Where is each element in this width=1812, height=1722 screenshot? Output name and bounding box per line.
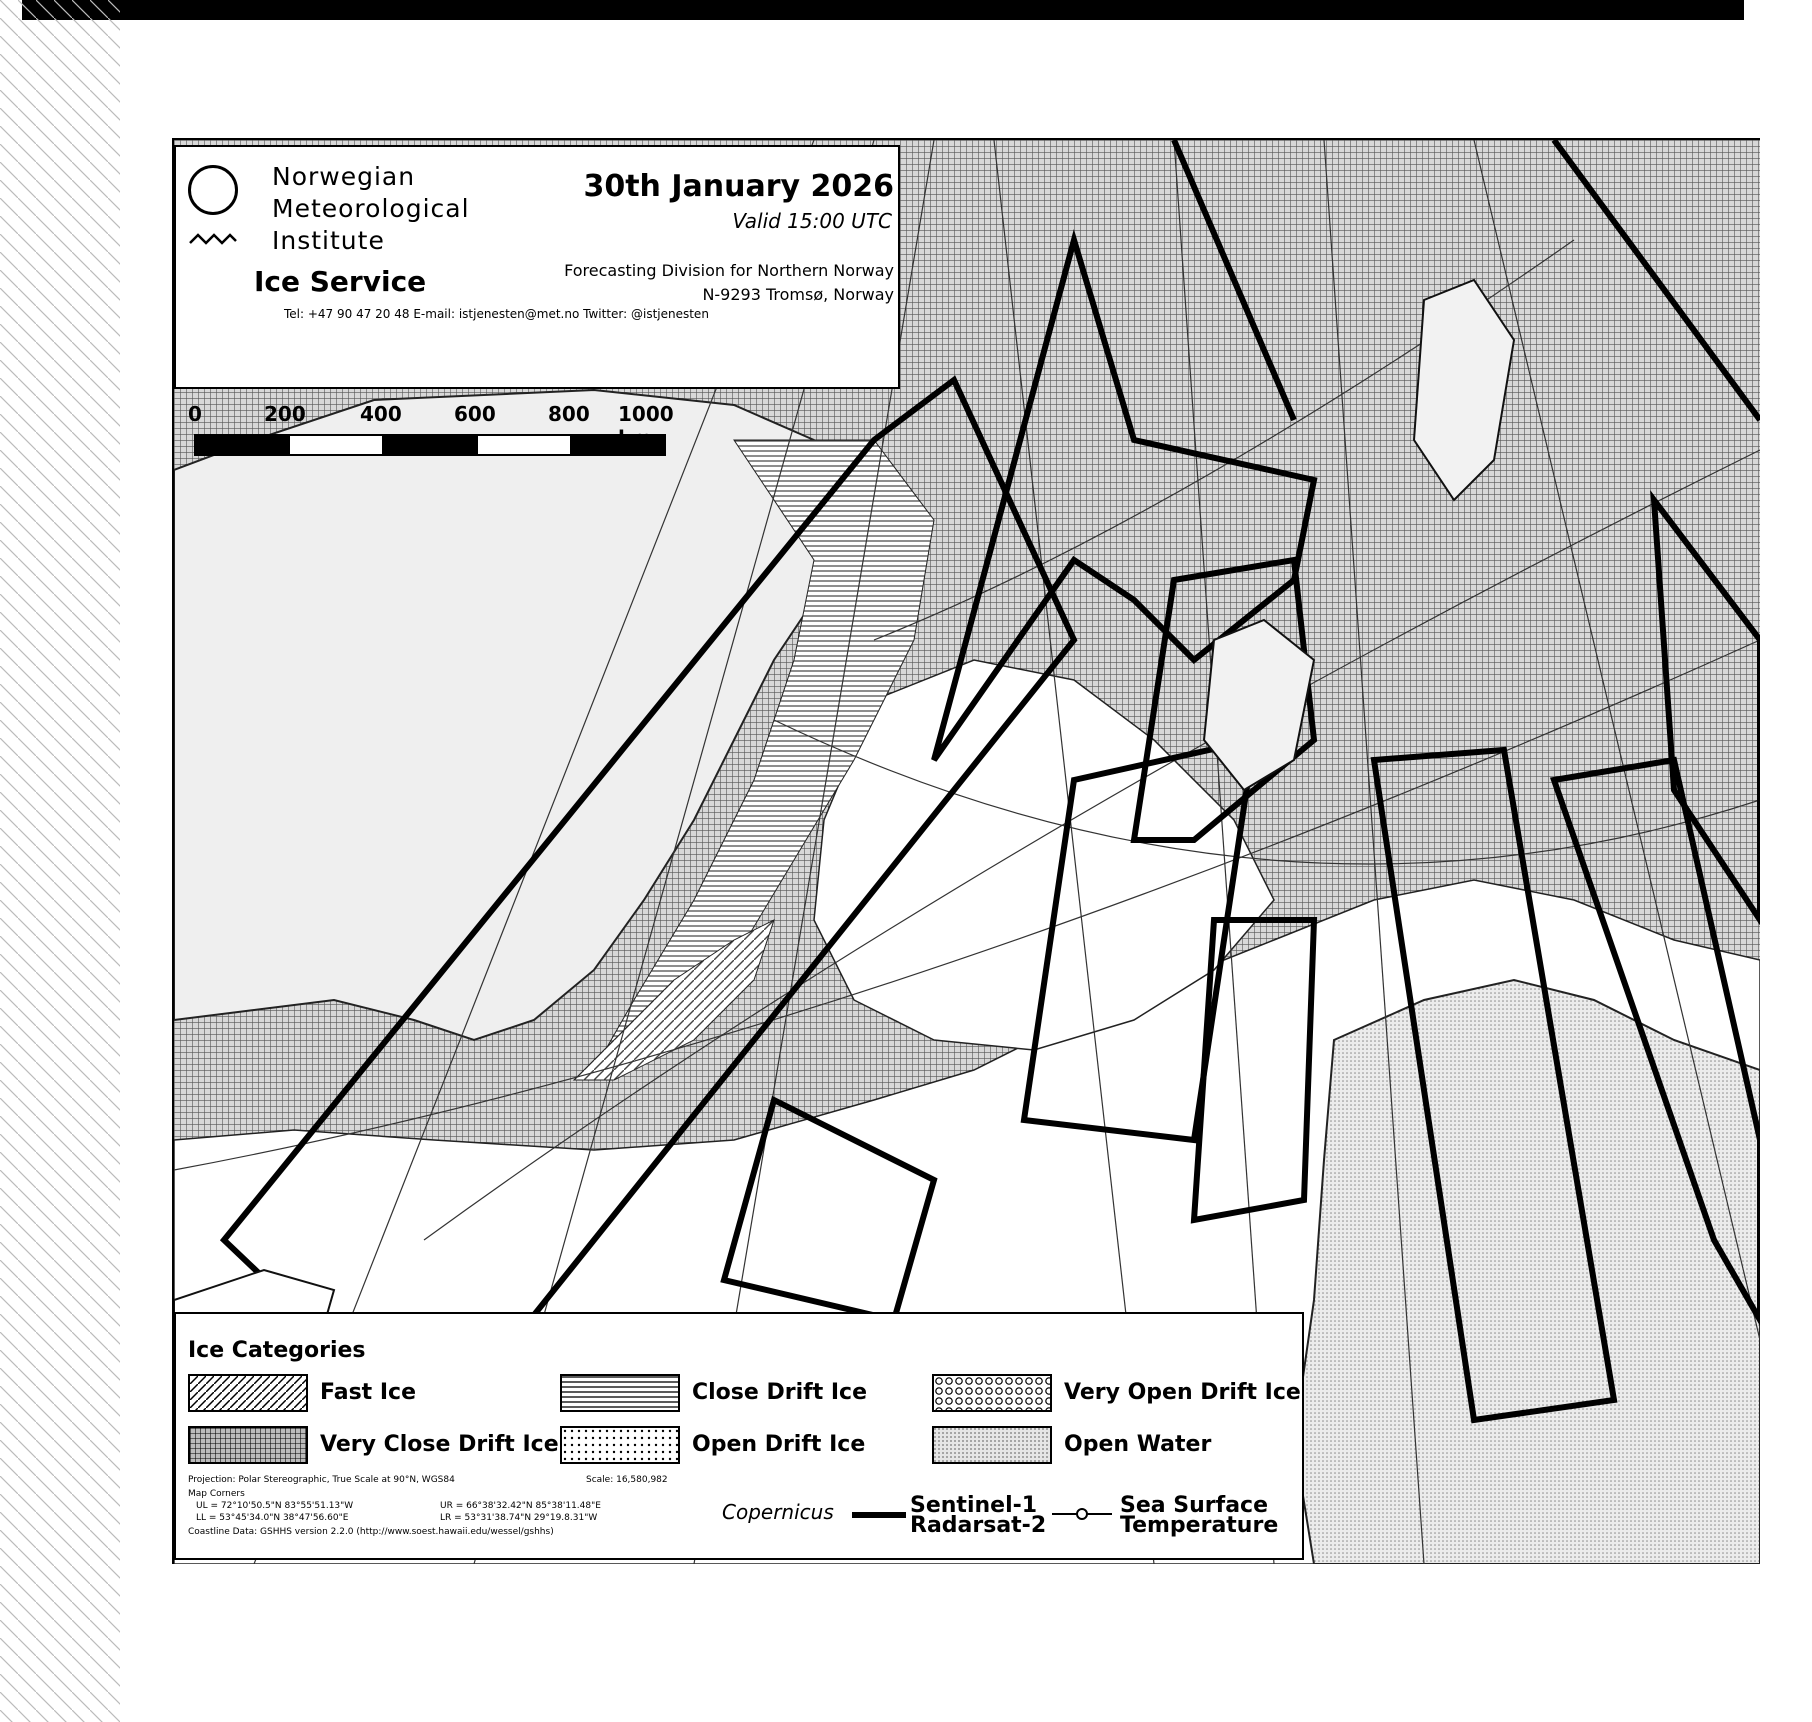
scale-label: 800 [548, 402, 590, 426]
scale-segment [570, 434, 666, 456]
legend-label: Very Open Drift Ice [1064, 1380, 1301, 1405]
top-black-bar [22, 0, 1744, 20]
sst-line-icon [1052, 1504, 1112, 1524]
division-address [564, 259, 894, 307]
corner-ul: UL = 72°10'50.5"N 83°55'51.13"W [196, 1501, 354, 1511]
copernicus-logo: Copernicus [722, 1500, 834, 1524]
sst-line-1: Sea Surface [1120, 1493, 1269, 1518]
fast-ice-swatch-icon [188, 1374, 308, 1412]
legend-label: Open Drift Ice [692, 1432, 866, 1457]
open-drift-ice-swatch-icon [560, 1426, 680, 1464]
swath-line-icon [852, 1510, 906, 1520]
scale-bar [184, 402, 674, 464]
scale-label: 0 [188, 402, 202, 426]
contact-info: Tel: +47 90 47 20 48 E-mail: istjenesten@met.no Twitter: @istjenesten [284, 307, 709, 321]
scale-label: 200 [264, 402, 306, 426]
scale-label: 400 [360, 402, 402, 426]
service-name: Ice Service [254, 265, 427, 298]
sensor-legend [910, 1493, 1047, 1538]
sensor-line-2: Radarsat-2 [910, 1513, 1047, 1538]
scale-label: 600 [454, 402, 496, 426]
corner-ll: LL = 53°45'34.0"N 38°47'56.60"E [196, 1513, 349, 1523]
coastline-note: Coastline Data: GSHHS version 2.2.0 (http://www.soest.hawaii.edu/wessel/gshhs) [188, 1527, 554, 1537]
corner-ur: UR = 66°38'32.42"N 85°38'11.48"E [440, 1501, 601, 1511]
corner-lr: LR = 53°31'38.74"N 29°19.8.31"W [440, 1513, 598, 1523]
met-institute-wave-icon [188, 231, 238, 247]
division-line-2: N-9293 Tromsø, Norway [702, 285, 894, 304]
edge-hatching [0, 0, 120, 1722]
legend-label: Fast Ice [320, 1380, 417, 1405]
legend-label: Close Drift Ice [692, 1380, 868, 1405]
scandinavia [1294, 980, 1760, 1564]
org-line-3: Institute [272, 226, 385, 255]
scale-segment [194, 434, 290, 456]
scale-labels [184, 402, 674, 432]
legend-label: Open Water [1064, 1432, 1212, 1457]
met-institute-circle-icon [188, 165, 238, 215]
scale-segment [288, 434, 384, 456]
scale-label: 1000 [618, 402, 674, 426]
scale-segment [476, 434, 572, 456]
division-line-1: Forecasting Division for Northern Norway [564, 261, 894, 280]
scale-segment [382, 434, 478, 456]
very-close-drift-ice-swatch-icon [188, 1426, 308, 1464]
legend-label: Very Close Drift Ice [320, 1432, 559, 1457]
map-corners-title: Map Corners [188, 1489, 245, 1499]
title-block [174, 145, 900, 389]
very-open-drift-ice-swatch-icon [932, 1374, 1052, 1412]
legend-title: Ice Categories [188, 1338, 366, 1363]
map-scale-note: Scale: 16,580,982 [586, 1475, 668, 1485]
sensor-line-1: Sentinel-1 [910, 1493, 1038, 1518]
valid-time: Valid 15:00 UTC [732, 209, 892, 233]
org-line-2: Meteorological [272, 194, 470, 223]
close-drift-ice-swatch-icon [560, 1374, 680, 1412]
ice-legend [174, 1312, 1304, 1560]
projection-note: Projection: Polar Stereographic, True Scale at 90°N, WGS84 [188, 1475, 455, 1485]
chart-date: 30th January 2026 [583, 169, 894, 204]
organisation-name [272, 161, 470, 257]
org-line-1: Norwegian [272, 162, 416, 191]
sst-line-2: Temperature [1120, 1513, 1279, 1538]
sst-legend [1120, 1493, 1279, 1538]
open-water-swatch-icon [932, 1426, 1052, 1464]
